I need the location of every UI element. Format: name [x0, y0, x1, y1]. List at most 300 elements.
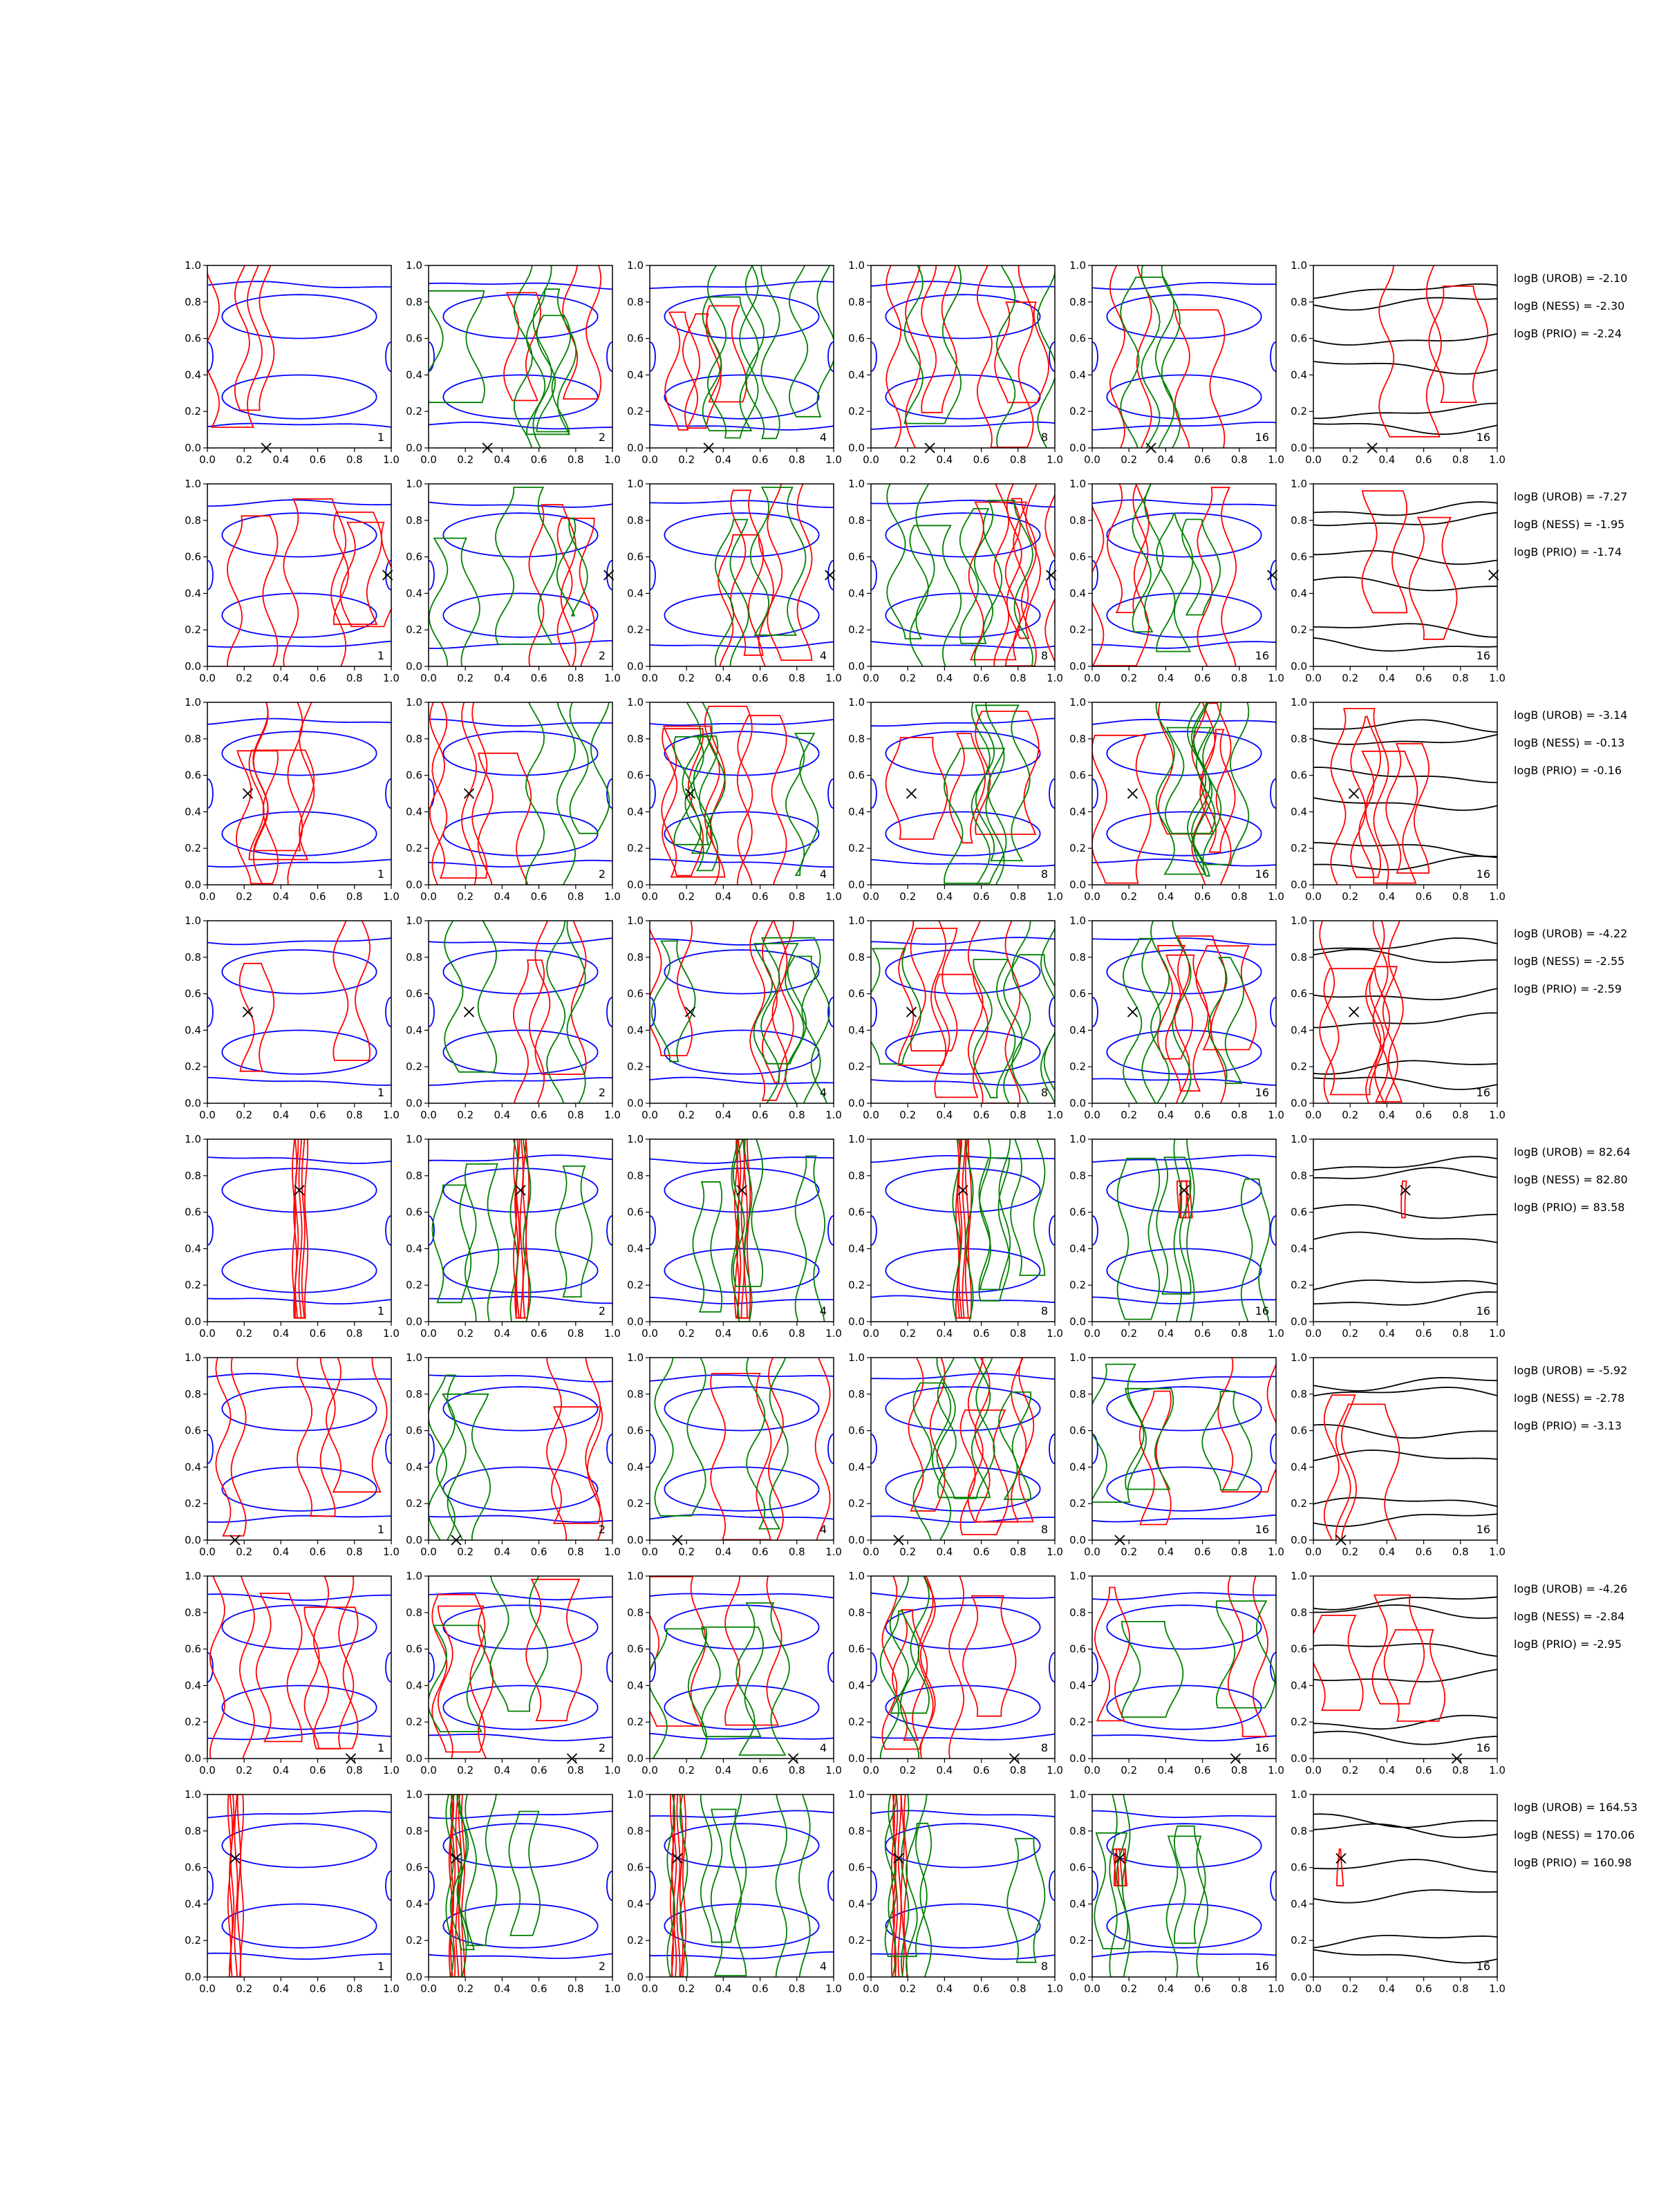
- panel-r2-c1: [185, 478, 400, 684]
- y-tick-label: 0.0: [1291, 879, 1307, 891]
- y-tick-label: 0.6: [627, 1861, 644, 1874]
- y-tick-label: 0.8: [848, 950, 865, 964]
- panel-r7-c2: [406, 1549, 621, 1781]
- panel-r8-c1: [185, 1788, 400, 1995]
- red-contour: [1409, 518, 1457, 639]
- panel-size-label: 1: [377, 1086, 384, 1099]
- prior-contour: [871, 1156, 1055, 1163]
- x-tick-label: 1.0: [1047, 1327, 1063, 1340]
- y-tick-label: 0.4: [406, 1461, 422, 1474]
- y-tick-label: 0.4: [406, 805, 422, 818]
- y-tick-label: 0.4: [848, 587, 865, 600]
- x-tick-label: 0.4: [936, 453, 953, 466]
- true-parameter-marker: [907, 789, 917, 798]
- prior-contour: [1092, 1155, 1276, 1162]
- x-tick-label: 0.4: [1157, 1327, 1174, 1340]
- y-tick-label: 0.2: [406, 405, 422, 418]
- axes-frame: [1092, 1358, 1276, 1540]
- x-tick-label: 0.2: [899, 1764, 917, 1777]
- y-tick-label: 0.4: [1291, 587, 1307, 600]
- red-contour: [961, 1410, 1009, 1535]
- x-tick-label: 0.4: [1157, 1764, 1174, 1777]
- green-contour: [979, 1158, 1009, 1301]
- y-tick-label: 1.0: [848, 696, 865, 709]
- y-tick-label: 0.8: [406, 1824, 422, 1837]
- axes-frame: [1313, 484, 1497, 666]
- red-contour: [725, 1576, 782, 1725]
- x-tick-label: 1.0: [1489, 1764, 1506, 1777]
- y-tick-label: 0.2: [627, 1934, 644, 1947]
- panel-r8-c4: [848, 1785, 1063, 1995]
- reference-contour: [1313, 1732, 1497, 1745]
- x-tick-label: 0.6: [973, 1546, 990, 1558]
- prior-contour: [1092, 1593, 1276, 1600]
- y-tick-label: 0.2: [627, 1279, 644, 1292]
- x-tick-label: 0.6: [1194, 453, 1211, 466]
- red-contour: [718, 535, 774, 688]
- panel-r5-c6: [1291, 1133, 1506, 1340]
- x-tick-label: 0.2: [899, 890, 917, 903]
- y-tick-label: 0.2: [185, 405, 201, 418]
- x-tick-label: 1.0: [1047, 1764, 1063, 1777]
- x-tick-label: 0.2: [1342, 1546, 1359, 1558]
- green-contour: [887, 467, 935, 639]
- x-tick-label: 0.8: [1230, 453, 1248, 466]
- y-tick-label: 0.2: [848, 1060, 865, 1074]
- y-tick-label: 0.8: [185, 1606, 201, 1619]
- y-tick-label: 0.8: [406, 514, 422, 527]
- logb-annotation: logB (UROB) = -4.26: [1514, 1582, 1628, 1595]
- red-contour: [886, 738, 948, 839]
- green-contour: [786, 733, 818, 875]
- x-tick-label: 0.8: [567, 1983, 584, 1995]
- y-tick-label: 0.8: [848, 1824, 865, 1837]
- red-contour: [977, 263, 1033, 447]
- x-tick-label: 1.0: [604, 1109, 621, 1121]
- x-tick-label: 0.0: [1084, 453, 1100, 466]
- x-tick-label: 0.4: [936, 1764, 953, 1777]
- y-tick-label: 0.8: [185, 950, 201, 964]
- panel-r7-c3: [627, 1570, 842, 1784]
- y-tick-label: 0.2: [1069, 842, 1086, 855]
- x-tick-label: 1.0: [1489, 1327, 1506, 1340]
- y-tick-label: 1.0: [406, 696, 422, 709]
- y-tick-label: 0.4: [1069, 1679, 1086, 1692]
- x-tick-label: 0.6: [751, 1546, 769, 1558]
- y-tick-label: 0.8: [848, 1387, 865, 1400]
- axes-frame: [650, 1358, 834, 1540]
- x-tick-label: 0.6: [751, 672, 769, 684]
- x-tick-label: 1.0: [825, 1327, 842, 1340]
- y-tick-label: 0.8: [627, 732, 644, 745]
- y-tick-label: 0.0: [848, 1097, 865, 1109]
- y-tick-label: 0.4: [406, 587, 422, 600]
- x-tick-label: 0.0: [199, 453, 216, 466]
- x-tick-label: 0.6: [973, 890, 990, 903]
- y-tick-label: 0.4: [1069, 587, 1086, 600]
- y-tick-label: 0.0: [1291, 1097, 1307, 1109]
- x-tick-label: 0.0: [641, 1109, 658, 1121]
- y-tick-label: 0.2: [627, 842, 644, 855]
- panel-size-label: 2: [598, 868, 606, 881]
- x-tick-label: 0.6: [1415, 1109, 1432, 1121]
- x-tick-label: 0.2: [457, 1327, 474, 1340]
- y-tick-label: 0.0: [406, 879, 422, 891]
- x-tick-label: 0.2: [899, 1109, 917, 1121]
- green-contour: [570, 688, 610, 834]
- green-contour: [754, 944, 807, 1064]
- y-tick-label: 0.4: [627, 805, 644, 818]
- x-tick-label: 0.4: [715, 890, 732, 903]
- y-tick-label: 1.0: [406, 1133, 422, 1145]
- x-tick-label: 0.6: [1194, 672, 1211, 684]
- prior-contour: [1107, 1248, 1261, 1292]
- x-tick-label: 0.4: [494, 1764, 511, 1777]
- y-tick-label: 0.6: [627, 769, 644, 782]
- x-tick-label: 0.0: [863, 672, 879, 684]
- x-tick-label: 0.6: [530, 890, 547, 903]
- panel-r4-c3: [627, 903, 842, 1121]
- x-tick-label: 0.2: [1342, 1983, 1359, 1995]
- prior-contour: [429, 283, 612, 290]
- y-tick-label: 0.8: [848, 1169, 865, 1182]
- x-tick-label: 1.0: [1268, 1983, 1284, 1995]
- y-tick-label: 0.8: [627, 1606, 644, 1619]
- red-contour: [1379, 259, 1441, 437]
- green-contour: [514, 238, 552, 461]
- y-tick-label: 0.6: [848, 987, 865, 1000]
- prior-contour: [443, 1467, 597, 1510]
- x-tick-label: 0.8: [1230, 1546, 1248, 1558]
- x-tick-label: 0.0: [1305, 890, 1322, 903]
- panel-size-label: 4: [819, 1304, 827, 1318]
- panel-size-label: 16: [1476, 1741, 1490, 1754]
- y-tick-label: 0.4: [848, 805, 865, 818]
- y-tick-label: 0.8: [627, 950, 644, 964]
- y-tick-label: 1.0: [406, 1570, 422, 1582]
- x-tick-label: 0.8: [1009, 1109, 1027, 1121]
- y-tick-label: 0.0: [1291, 442, 1307, 454]
- green-contour: [1123, 939, 1161, 1107]
- panel-r6-c2: [406, 1344, 621, 1564]
- y-tick-label: 1.0: [406, 1351, 422, 1364]
- panel-size-label: 4: [819, 1741, 827, 1754]
- y-tick-label: 1.0: [627, 1570, 644, 1582]
- axes-frame: [871, 265, 1055, 448]
- y-tick-label: 0.2: [848, 1497, 865, 1510]
- panel-r1-c5: [1069, 238, 1284, 469]
- y-tick-label: 0.2: [627, 1060, 644, 1074]
- x-tick-label: 0.0: [199, 1109, 216, 1121]
- green-contour: [1088, 1365, 1146, 1503]
- prior-contour: [664, 731, 818, 775]
- y-tick-label: 0.6: [185, 1861, 201, 1874]
- green-contour: [444, 908, 496, 1072]
- y-tick-label: 0.2: [1069, 624, 1086, 637]
- y-tick-label: 0.6: [185, 332, 201, 345]
- y-tick-label: 0.0: [1069, 1097, 1086, 1109]
- y-tick-label: 0.2: [185, 1934, 201, 1947]
- x-tick-label: 1.0: [604, 890, 621, 903]
- y-tick-label: 0.8: [1291, 514, 1307, 527]
- x-tick-label: 0.2: [457, 453, 474, 466]
- red-contour: [297, 1347, 335, 1516]
- prior-contour: [1107, 593, 1261, 637]
- red-contour: [892, 1794, 907, 1977]
- panel-size-label: 4: [819, 868, 827, 881]
- prior-contour: [871, 641, 1055, 648]
- x-tick-label: 0.0: [420, 1983, 437, 1995]
- x-tick-label: 1.0: [1268, 890, 1284, 903]
- x-tick-label: 0.2: [457, 1983, 474, 1995]
- y-tick-label: 0.2: [185, 1060, 201, 1074]
- panel-size-label: 8: [1040, 431, 1048, 444]
- x-tick-label: 0.0: [1084, 1764, 1100, 1777]
- y-tick-label: 0.8: [1069, 1169, 1086, 1182]
- x-tick-label: 0.6: [530, 1109, 547, 1121]
- x-tick-label: 0.4: [1378, 672, 1396, 684]
- x-tick-label: 0.6: [1194, 1546, 1211, 1558]
- logb-annotation: logB (PRIO) = -0.16: [1514, 764, 1622, 777]
- x-tick-label: 1.0: [383, 1327, 400, 1340]
- panel-size-label: 8: [1040, 1741, 1048, 1754]
- prior-contour: [1107, 1605, 1261, 1649]
- panel-r1-c6: [1291, 259, 1506, 466]
- y-tick-label: 0.6: [185, 769, 201, 782]
- prior-contour: [1092, 859, 1276, 866]
- prior-contour: [207, 641, 391, 648]
- x-tick-label: 0.0: [420, 1546, 437, 1558]
- red-contour: [731, 490, 763, 655]
- y-tick-label: 0.0: [406, 1971, 422, 1983]
- y-tick-label: 0.0: [627, 1971, 644, 1983]
- x-tick-label: 0.2: [1121, 672, 1138, 684]
- x-tick-label: 0.0: [1305, 1109, 1322, 1121]
- logb-annotation: logB (UROB) = 82.64: [1514, 1145, 1631, 1159]
- prior-contour: [650, 281, 834, 288]
- x-tick-label: 0.4: [272, 1109, 290, 1121]
- y-tick-label: 0.8: [406, 1606, 422, 1619]
- x-tick-label: 0.2: [1342, 672, 1359, 684]
- x-tick-label: 0.2: [1121, 1327, 1138, 1340]
- reference-contour: [1313, 404, 1497, 419]
- green-contour: [708, 265, 758, 438]
- green-contour: [1217, 1601, 1275, 1708]
- x-tick-label: 0.4: [715, 1983, 732, 1995]
- green-contour: [496, 487, 556, 644]
- y-tick-label: 0.4: [1069, 1897, 1086, 1911]
- y-tick-label: 0.2: [406, 624, 422, 637]
- x-tick-label: 0.4: [494, 453, 511, 466]
- prior-contour: [207, 424, 391, 427]
- x-tick-label: 1.0: [1268, 1546, 1284, 1558]
- y-tick-label: 0.8: [406, 732, 422, 745]
- green-contour: [1118, 1159, 1160, 1320]
- y-tick-label: 0.0: [185, 1971, 201, 1983]
- y-tick-label: 0.2: [848, 1934, 865, 1947]
- prior-contour: [1092, 422, 1276, 430]
- y-tick-label: 0.2: [1291, 1279, 1307, 1292]
- x-tick-label: 1.0: [604, 1983, 621, 1995]
- logb-annotation: logB (NESS) = -2.78: [1514, 1391, 1625, 1405]
- reference-contour: [1313, 1644, 1497, 1656]
- y-tick-label: 0.4: [1291, 1461, 1307, 1474]
- x-tick-label: 0.6: [751, 1109, 769, 1121]
- green-contour: [973, 959, 1015, 1098]
- x-tick-label: 0.6: [309, 1109, 326, 1121]
- logb-annotation: logB (UROB) = -3.14: [1514, 709, 1628, 722]
- y-tick-label: 1.0: [1291, 1133, 1307, 1145]
- x-tick-label: 0.6: [1415, 890, 1432, 903]
- prior-contour: [443, 1605, 597, 1649]
- y-tick-label: 0.8: [1069, 1824, 1086, 1837]
- x-tick-label: 1.0: [604, 453, 621, 466]
- y-tick-label: 0.4: [1291, 1679, 1307, 1692]
- panel-r4-c1: [185, 896, 400, 1121]
- red-contour: [963, 1596, 1016, 1716]
- prior-contour: [222, 1904, 376, 1947]
- green-contour: [1156, 514, 1192, 652]
- x-tick-label: 1.0: [383, 1109, 400, 1121]
- prior-contour: [871, 937, 1055, 944]
- y-tick-label: 0.8: [406, 1169, 422, 1182]
- x-tick-label: 0.6: [1194, 1109, 1211, 1121]
- prior-contour: [443, 1387, 597, 1430]
- x-tick-label: 0.2: [899, 672, 917, 684]
- prior-contour: [871, 1080, 1055, 1085]
- y-tick-label: 1.0: [1291, 478, 1307, 490]
- x-tick-label: 0.2: [457, 1546, 474, 1558]
- panel-r3-c1: [185, 687, 400, 907]
- x-tick-label: 0.0: [1305, 453, 1322, 466]
- x-tick-label: 0.0: [863, 453, 879, 466]
- x-tick-label: 0.8: [788, 890, 805, 903]
- y-tick-label: 0.6: [1291, 1642, 1307, 1656]
- x-tick-label: 0.8: [1009, 453, 1027, 466]
- x-tick-label: 1.0: [1268, 1327, 1284, 1340]
- y-tick-label: 0.4: [627, 368, 644, 382]
- logb-annotation: logB (NESS) = 82.80: [1514, 1173, 1628, 1186]
- panel-size-label: 4: [819, 1086, 827, 1099]
- x-tick-label: 0.4: [715, 453, 732, 466]
- true-parameter-marker: [1128, 789, 1138, 798]
- y-tick-label: 1.0: [1069, 696, 1086, 709]
- y-tick-label: 0.2: [627, 405, 644, 418]
- y-tick-label: 1.0: [185, 915, 201, 927]
- y-tick-label: 0.6: [406, 1424, 422, 1437]
- x-tick-label: 0.4: [272, 1764, 290, 1777]
- prior-contour: [664, 812, 818, 855]
- red-contour: [1107, 468, 1148, 612]
- y-tick-label: 0.8: [185, 295, 201, 308]
- x-tick-label: 1.0: [1268, 672, 1284, 684]
- x-tick-label: 0.6: [751, 890, 769, 903]
- x-tick-label: 1.0: [825, 1546, 842, 1558]
- prior-contour: [222, 593, 376, 637]
- y-tick-label: 0.2: [185, 624, 201, 637]
- x-tick-label: 0.0: [420, 890, 437, 903]
- panel-r5-c2: [406, 1133, 621, 1340]
- x-tick-label: 0.6: [309, 1764, 326, 1777]
- x-tick-label: 0.2: [678, 1546, 695, 1558]
- panel-r5-c5: [1069, 1133, 1284, 1340]
- x-tick-label: 0.8: [567, 1764, 584, 1777]
- logb-annotation: logB (NESS) = -1.95: [1514, 518, 1625, 531]
- y-tick-label: 0.2: [1291, 842, 1307, 855]
- y-tick-label: 0.0: [406, 1752, 422, 1765]
- y-tick-label: 0.8: [627, 1169, 644, 1182]
- prior-contour: [222, 375, 376, 418]
- x-tick-label: 0.2: [678, 1983, 695, 1995]
- x-tick-label: 0.4: [494, 1546, 511, 1558]
- y-tick-label: 0.4: [627, 1024, 644, 1037]
- prior-contour: [871, 1374, 1055, 1379]
- y-tick-label: 0.0: [406, 442, 422, 454]
- green-contour: [465, 1164, 499, 1328]
- green-contour: [1156, 1157, 1190, 1294]
- y-tick-label: 0.0: [848, 1315, 865, 1328]
- x-tick-label: 0.8: [788, 1764, 805, 1777]
- x-tick-label: 0.0: [863, 1764, 879, 1777]
- y-tick-label: 1.0: [627, 259, 644, 272]
- y-tick-label: 1.0: [1291, 1351, 1307, 1364]
- x-tick-label: 0.0: [863, 1109, 879, 1121]
- x-tick-label: 0.4: [272, 672, 290, 684]
- y-tick-label: 0.8: [406, 295, 422, 308]
- y-tick-label: 0.4: [1291, 805, 1307, 818]
- y-tick-label: 0.6: [848, 769, 865, 782]
- y-tick-label: 0.2: [185, 1497, 201, 1510]
- x-tick-label: 0.4: [715, 1327, 732, 1340]
- y-tick-label: 0.6: [627, 1642, 644, 1656]
- x-tick-label: 0.2: [457, 890, 474, 903]
- y-tick-label: 0.6: [406, 550, 422, 563]
- y-tick-label: 1.0: [1069, 1351, 1086, 1364]
- reference-contour: [1313, 1280, 1497, 1290]
- x-tick-label: 1.0: [604, 1764, 621, 1777]
- x-tick-label: 1.0: [825, 1109, 842, 1121]
- y-tick-label: 1.0: [1069, 259, 1086, 272]
- red-contour: [1373, 913, 1403, 1102]
- panel-r1-c2: [406, 238, 621, 466]
- prior-contour: [429, 503, 612, 507]
- panel-size-label: 16: [1255, 1741, 1269, 1754]
- red-contour: [240, 964, 274, 1071]
- y-tick-label: 0.6: [848, 1424, 865, 1437]
- y-tick-label: 0.4: [848, 1242, 865, 1255]
- prior-contour: [871, 281, 1055, 287]
- reference-contour: [1313, 843, 1497, 856]
- axes-frame: [1092, 265, 1276, 448]
- x-tick-label: 1.0: [1047, 890, 1063, 903]
- logb-annotation: logB (PRIO) = -2.24: [1514, 327, 1622, 340]
- x-tick-label: 0.4: [272, 1983, 290, 1995]
- reference-contour: [1313, 638, 1497, 651]
- green-contour: [944, 749, 1006, 883]
- y-tick-label: 0.4: [848, 1461, 865, 1474]
- y-tick-label: 1.0: [627, 1788, 644, 1801]
- x-tick-label: 0.6: [1415, 1764, 1432, 1777]
- prior-contour: [1092, 1951, 1276, 1957]
- x-tick-label: 1.0: [1047, 1983, 1063, 1995]
- x-tick-label: 0.8: [1009, 890, 1027, 903]
- logb-annotation: logB (NESS) = -2.55: [1514, 955, 1625, 968]
- x-tick-label: 1.0: [1268, 453, 1284, 466]
- x-tick-label: 0.6: [1194, 890, 1211, 903]
- x-tick-label: 0.2: [457, 1109, 474, 1121]
- y-tick-label: 0.8: [1069, 1387, 1086, 1400]
- x-tick-label: 0.4: [272, 453, 290, 466]
